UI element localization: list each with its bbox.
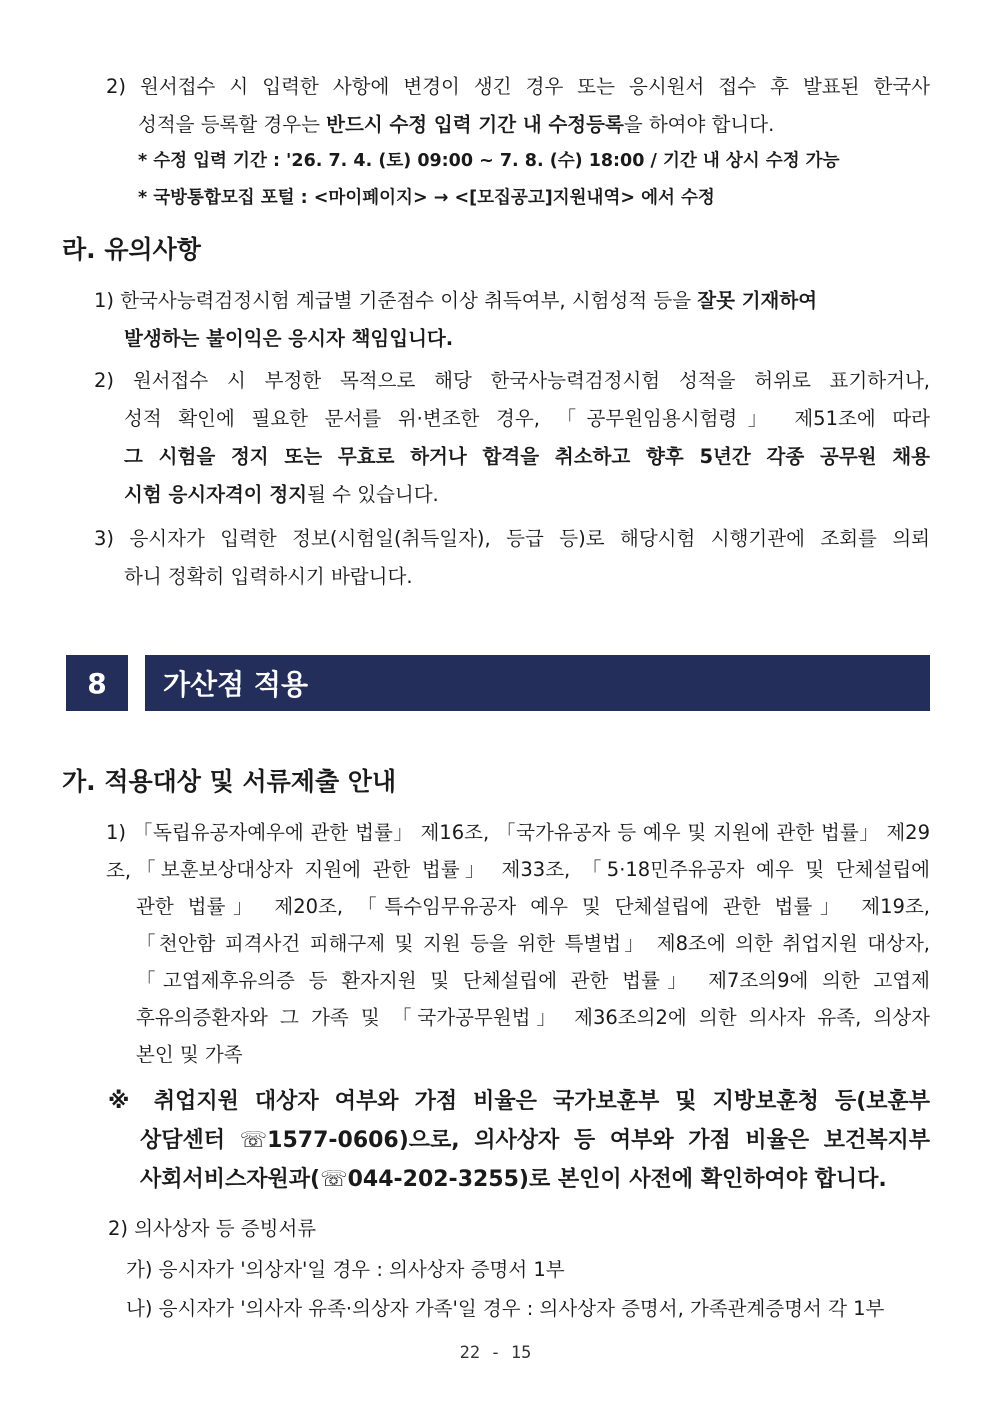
docs-item-b: 나) 응시자가 '의사자 유족·의상자 가족'일 경우 : 의사상자 증명서, 가족관계증명서 각 1부	[126, 1297, 885, 1320]
item2-line1: 2) 원서접수 시 입력한 사항에 변경이 생긴 경우 또는 응시원서 접수 후 발표된 한국사	[106, 75, 930, 98]
item2-line2: 성적을 등록할 경우는 반드시 수정 입력 기간 내 수정등록을 하여야 합니다.	[138, 113, 775, 136]
note-portal: * 국방통합모집 포털 : <마이페이지> → <[모집공고]지원내역> 에서 수정	[138, 188, 715, 208]
eligibility-line6: 후유의증환자와 그 가족 및 「국가공무원법」 제36조의2에 의한 의사자 유족, 의상자	[136, 1006, 930, 1029]
eligibility-line4: 「천안함 피격사건 피해구제 및 지원 등을 위한 특별법」 제8조에 의한 취업지원 대상자,	[136, 932, 930, 955]
eligibility-note-line1: ※ 취업지원 대상자 여부와 가점 비율은 국가보훈부 및 지방보훈청 등(보훈부	[108, 1089, 930, 1114]
heading-eligibility: 가. 적용대상 및 서류제출 안내	[62, 767, 397, 796]
eligibility-note-line2: 상담센터 ☏1577-0606)으로, 의사상자 등 여부와 가점 비율은 보건복지부	[140, 1128, 930, 1153]
cautions-item2-line4: 시험 응시자격이 정지될 수 있습니다.	[124, 483, 439, 506]
cautions-item2-line2: 성적 확인에 필요한 문서를 위·변조한 경우, 「공무원임용시험령」 제51조에 따라	[124, 407, 930, 430]
section-title: 가산점 적용	[145, 655, 930, 711]
cautions-item3-line2: 하니 정확히 입력하시기 바랍니다.	[124, 565, 413, 588]
eligibility-line1: 1) 「독립유공자예우에 관한 법률」 제16조, 「국가유공자 등 예우 및 지원에 관한 법률」 제29조,	[106, 821, 930, 882]
eligibility-line2: 「보훈보상대상자 지원에 관한 법률」 제33조, 「5·18민주유공자 예우 및 단체설립에	[136, 858, 930, 881]
eligibility-note-line3: 사회서비스자원과(☏044-202-3255)로 본인이 사전에 확인하여야 합니다.	[140, 1167, 887, 1192]
bold-phrase: 반드시 수정 입력 기간 내 수정등록	[326, 113, 624, 136]
section-number: 8	[66, 655, 128, 711]
eligibility-line7: 본인 및 가족	[136, 1043, 243, 1066]
cautions-item3-line1: 3) 응시자가 입력한 정보(시험일(취득일자), 등급 등)로 해당시험 시행기관에 조회를 의뢰	[94, 527, 930, 550]
eligibility-line3: 관한 법률」 제20조, 「특수임무유공자 예우 및 단체설립에 관한 법률」 제19조,	[136, 895, 930, 918]
cautions-item1-line1: 1) 한국사능력검정시험 계급별 기준점수 이상 취득여부, 시험성적 등을 잘못 기재하여	[94, 289, 818, 312]
cautions-item1-line2: 발생하는 불이익은 응시자 책임입니다.	[124, 327, 454, 350]
page-number: 22 - 15	[459, 1343, 532, 1363]
eligibility-line5: 「고엽제후유의증 등 환자지원 및 단체설립에 관한 법률」 제7조의9에 의한 고엽제	[136, 969, 930, 992]
cautions-item2-line3: 그 시험을 정지 또는 무효로 하거나 합격을 취소하고 향후 5년간 각종 공무원 채용	[124, 445, 930, 468]
docs-item-a: 가) 응시자가 '의상자'일 경우 : 의사상자 증명서 1부	[126, 1258, 565, 1281]
note-edit-period: * 수정 입력 기간 : '26. 7. 4. (토) 09:00 ~ 7. 8. (수) 18:00 / 기간 내 상시 수정 가능	[138, 151, 840, 171]
heading-cautions: 라. 유의사항	[62, 235, 201, 264]
cautions-item2-line1: 2) 원서접수 시 부정한 목적으로 해당 한국사능력검정시험 성적을 허위로 표기하거나,	[94, 369, 930, 392]
docs-heading: 2) 의사상자 등 증빙서류	[108, 1217, 317, 1240]
